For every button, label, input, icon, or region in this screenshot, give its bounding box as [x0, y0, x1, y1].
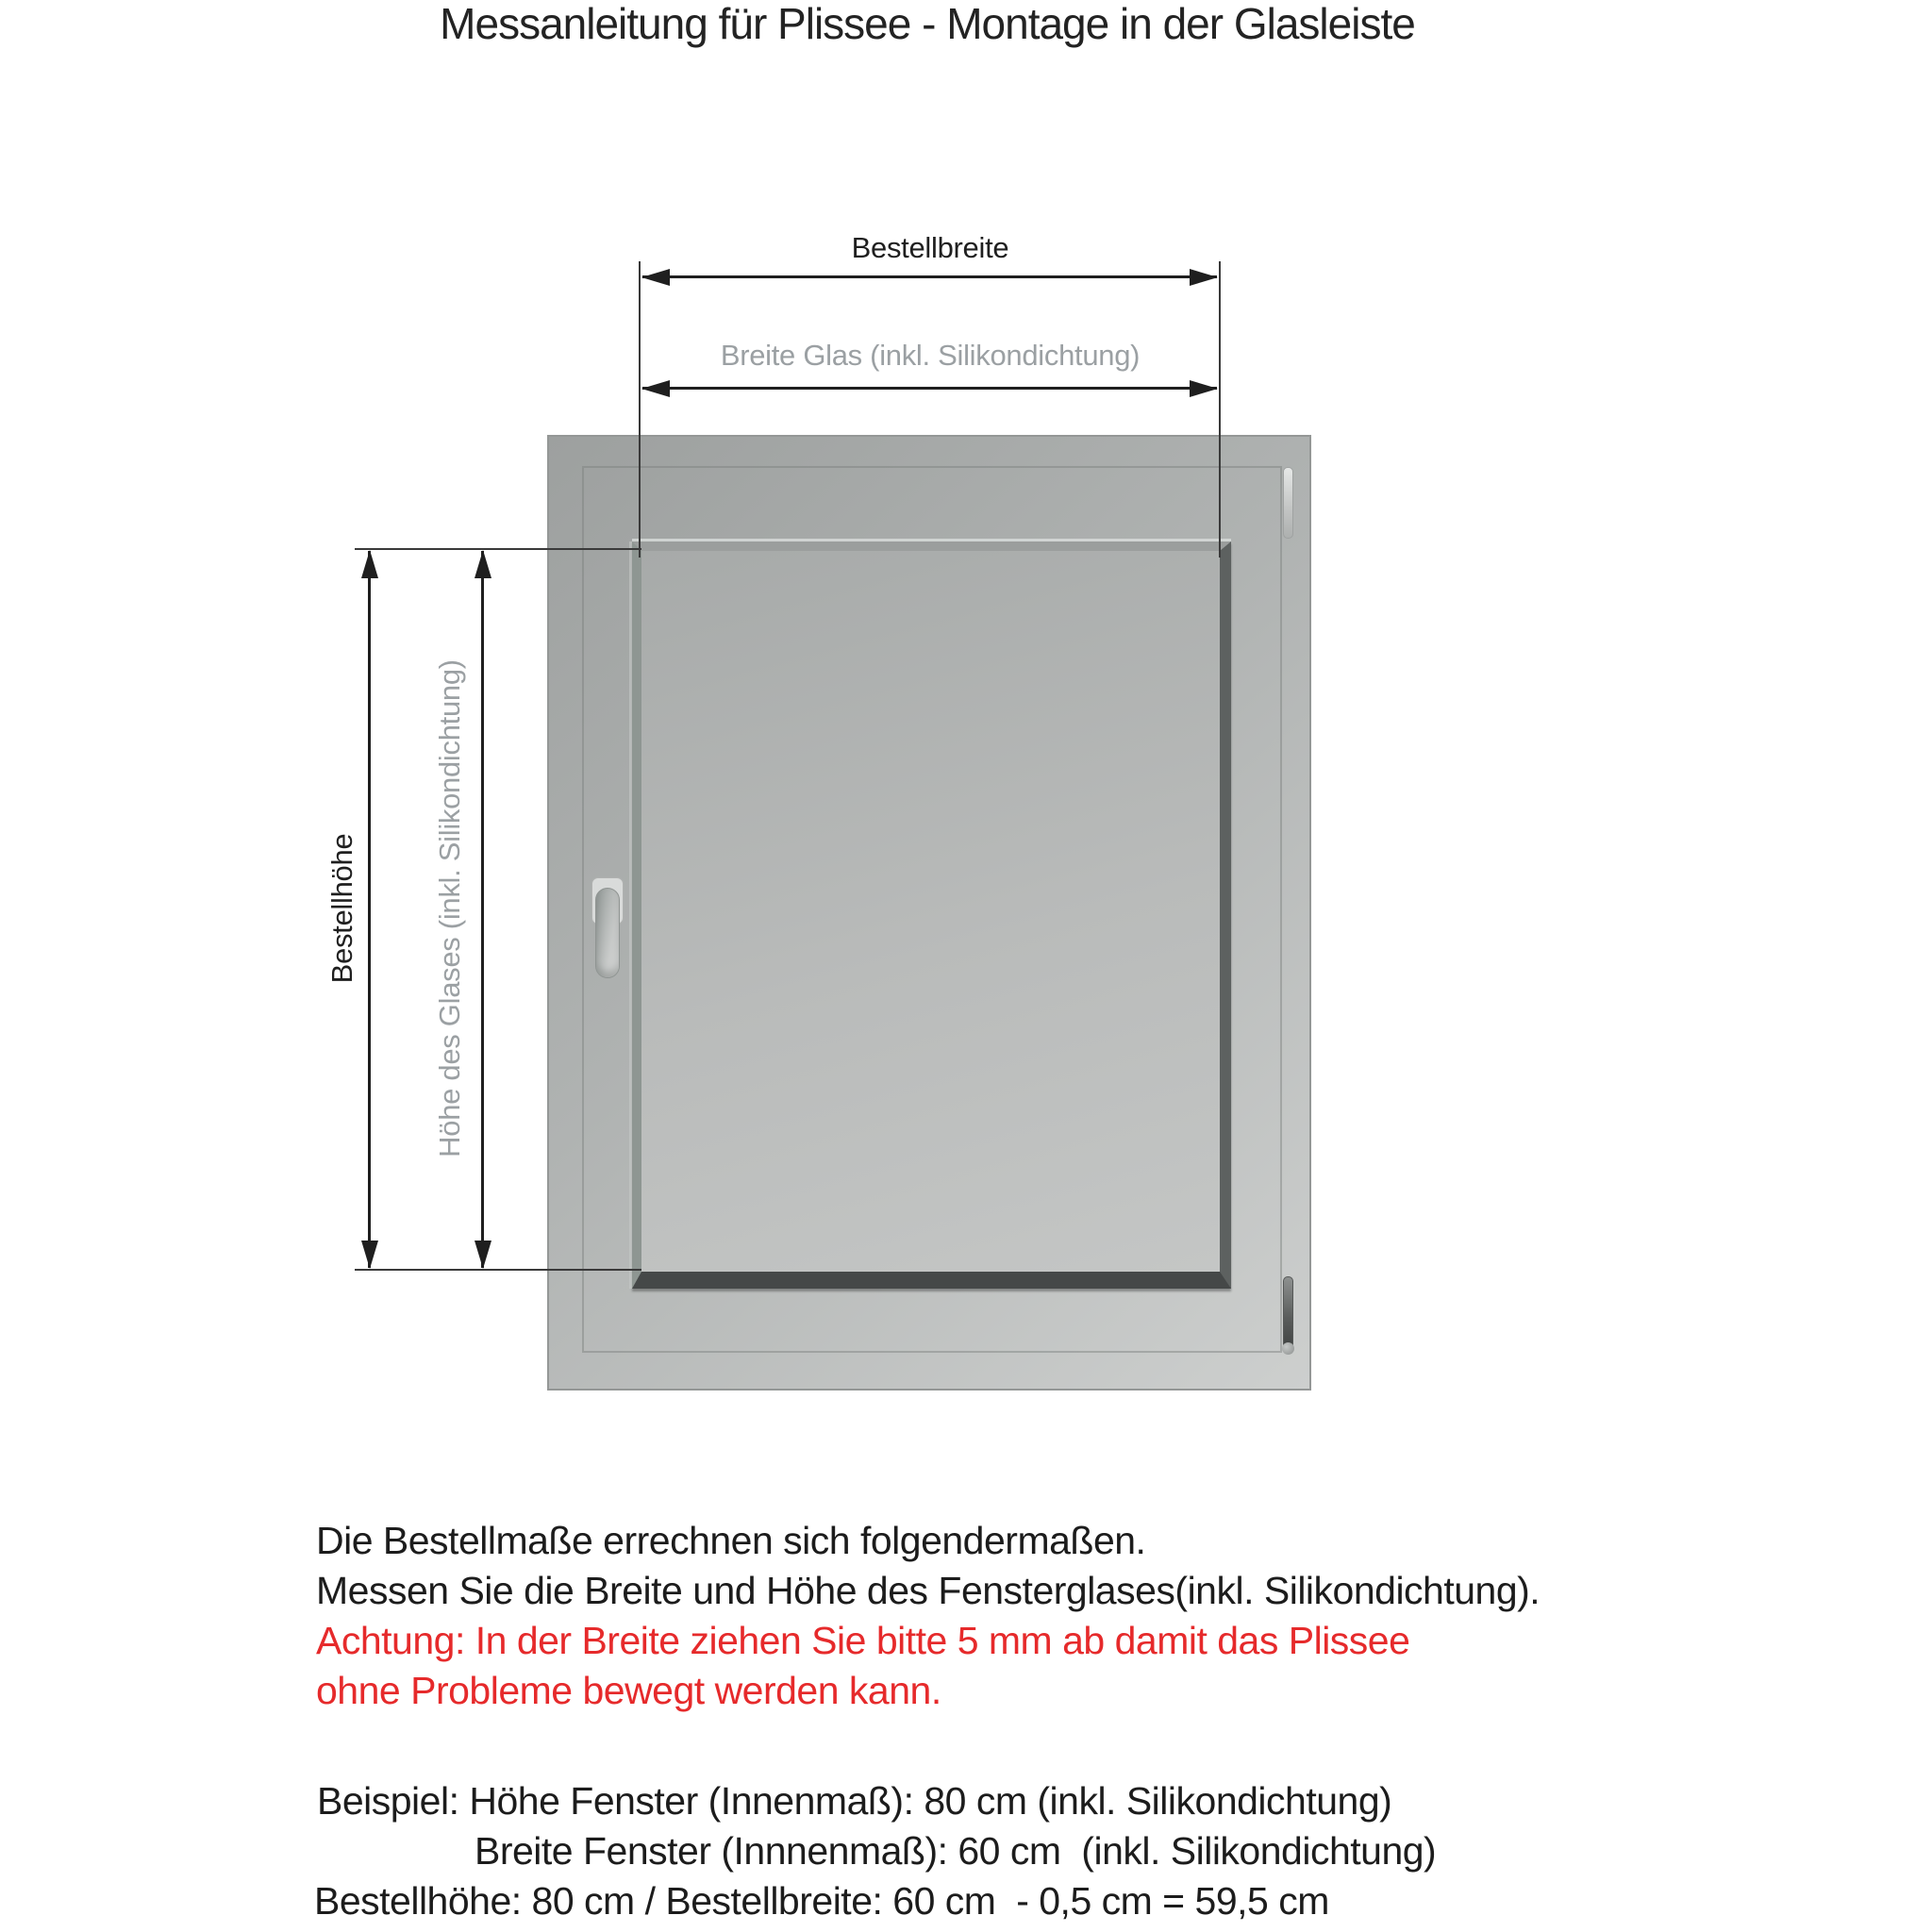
- extension-line-top: [355, 548, 641, 550]
- glass-width-arrow: [642, 387, 1217, 390]
- page-title: Messanleitung für Plissee - Montage in der Glasleiste: [440, 0, 1415, 48]
- order-width-label: Bestellbreite: [851, 231, 1009, 264]
- order-width-arrow: [642, 275, 1217, 278]
- glass-width-label: Breite Glas (inkl. Silikondichtung): [720, 339, 1141, 372]
- extension-line-right: [1219, 261, 1221, 558]
- glazing-bead-and-glass: [632, 541, 1231, 1289]
- window-handle-icon: [595, 888, 620, 978]
- example-line-1: Beispiel: Höhe Fenster (Innenmaß): 80 cm (inkl. Silikondichtung): [317, 1779, 1392, 1823]
- glass-height-label: Höhe des Glases (inkl. Silikondichtung): [433, 659, 466, 1158]
- order-height-arrow: [368, 551, 371, 1268]
- hinge-top-icon: [1283, 467, 1293, 539]
- warning-line-1: Achtung: In der Breite ziehen Sie bitte 5 mm ab damit das Plissee: [316, 1619, 1410, 1662]
- instruction-line-1: Die Bestellmaße errechnen sich folgendermaßen.: [316, 1519, 1146, 1562]
- example-line-2: Breite Fenster (Innnenmaß): 60 cm (inkl. Silikondichtung): [475, 1829, 1437, 1873]
- instruction-line-2: Messen Sie die Breite und Höhe des Fensterglases(inkl. Silikondichtung).: [316, 1569, 1541, 1612]
- warning-line-2: ohne Probleme bewegt werden kann.: [316, 1669, 941, 1712]
- extension-line-bottom: [355, 1269, 641, 1271]
- extension-line-left: [639, 261, 641, 558]
- hinge-bottom-icon: [1283, 1276, 1293, 1352]
- order-height-label: Bestellhöhe: [325, 833, 358, 984]
- glass-height-arrow: [481, 551, 484, 1268]
- hinge-knob-icon: [1282, 1342, 1294, 1355]
- window-frame: [547, 435, 1311, 1391]
- example-line-3: Bestellhöhe: 80 cm / Bestellbreite: 60 cm - 0,5 cm = 59,5 cm: [314, 1879, 1329, 1923]
